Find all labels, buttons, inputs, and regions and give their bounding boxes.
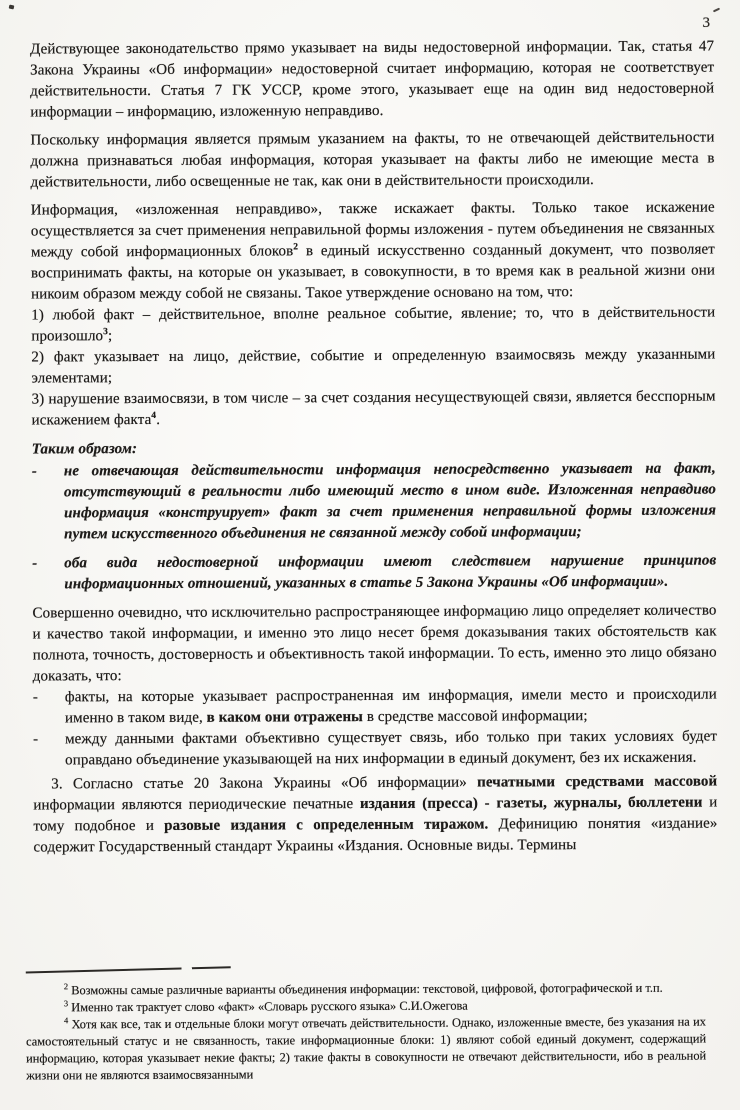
paragraph-5-run-1: 3. Согласно статье 20 Закона Украины «Об информации» bbox=[51, 774, 478, 793]
numbered-list bbox=[31, 303, 716, 432]
paragraph-3-text-cont: в единый искусственно созданный документ, что позволяет воспринимать факты, на которые он указывает, в совокупности, в то время как в реальной жизни они никоим образом между собой не связаны. Такое утверждение основано на том, что: bbox=[30, 241, 716, 303]
paragraph-5-run-3: информации являются периодические печатные bbox=[33, 796, 360, 814]
numbered-item-1 bbox=[31, 303, 715, 348]
proof-bullet-1-text bbox=[65, 685, 717, 730]
paragraph-5-run-5: и тому подобное и bbox=[33, 794, 718, 835]
paragraph-3 bbox=[31, 198, 715, 306]
footnote-ref-3: 3 bbox=[103, 327, 108, 338]
numbered-item-3-tail: . bbox=[156, 411, 161, 428]
paragraph-5-run-6: разовые издания с определенным тиражом. bbox=[164, 816, 489, 834]
scan-mark bbox=[713, 8, 720, 13]
footnote-2-number: 2 bbox=[63, 981, 69, 992]
footnote-3-text: Именно так трактует слово «факт» «Словарь русского языка» С.И.Ожегова bbox=[68, 998, 468, 1015]
proof-bullet-1 bbox=[33, 685, 717, 730]
paragraph-5 bbox=[33, 772, 717, 859]
dash-marker: - bbox=[31, 463, 38, 480]
page-number: 3 bbox=[702, 15, 710, 31]
numbered-item-2-text: 2) факт указывает на лицо, действие, событие и определенную взаимосвязь между указанными элементами; bbox=[31, 346, 716, 387]
document-body bbox=[30, 37, 718, 859]
footnote-4 bbox=[26, 1014, 706, 1085]
proof-bullet-2 bbox=[33, 727, 717, 772]
paragraph-1: Действующее законодательство прямо указывает на виды недостоверной информации. Так, статья 47 Закона Украины «Об информации» недостоверной считает информацию, которая не соответствует действительности. Статья 7 ГК УССР, кроме этого, указывает еще на один вид недостоверной информации – информацию, изложенную неправдиво. bbox=[30, 38, 715, 121]
conclusion-bullet-2-text: оба вида недостоверной информации имеют следствием нарушение принципов информационных отношений, указанных в статье 5 Закона Украины «Об информации». bbox=[64, 552, 717, 593]
conclusion-bullet-2 bbox=[32, 551, 716, 596]
proof-bullet-1-run-2: в каком они отражены bbox=[206, 709, 364, 726]
footnote-4-text: Хотя как все, так и отдельные блоки могут отвечать действительности. Однако, изложенные вместе, без указания на их самостоятельный статус и не связанность, такие информационные блоки: 1) являют собой единый документ, содержащий информацию, которая указывает некие факты; 2) такие факты в совокупности не отвечают действительности, ибо в реальной жизни они не являются взаимосвязанными bbox=[26, 1014, 707, 1083]
footnote-ref-2: 2 bbox=[293, 242, 299, 253]
footnote-ref-4: 4 bbox=[151, 410, 157, 421]
footnote-separator-rule bbox=[26, 966, 231, 973]
conclusion-bullet-1 bbox=[32, 459, 716, 546]
paragraph-3-text: Информация, «изложенная неправдиво», также искажает факты. Только такое искажение осуществляется за счет применения неправильной формы изложения - путем объединения не связанных между собой информационных блоков bbox=[30, 199, 715, 261]
scan-speck bbox=[9, 5, 15, 10]
numbered-item-3-text: 3) нарушение взаимосвязи, в том числе – за счет создания несуществующей связи, является бесспорным искажением факта bbox=[31, 388, 716, 429]
numbered-item-2 bbox=[31, 345, 715, 390]
paragraph-5-run-2: печатными средствами массовой bbox=[477, 773, 718, 791]
footnote-2 bbox=[26, 980, 706, 1000]
proof-bullet-2-text: между данными фактами объективно существует связь, ибо только при таких условиях будет оправдано объединение указывающей на них информации в единый документ, без их искажения. bbox=[65, 728, 718, 769]
conclusion-bullet-1-text: не отвечающая действительности информация непосредственно указывает на факт, отсутствующий в реальности либо имеющий место в ином виде. Изложенная неправдиво информация «конструирует» факт за счет применения неправильной формы изложения путем искусственного объединения не связанной между собой информации; bbox=[63, 460, 717, 543]
footnotes-section bbox=[26, 965, 707, 1085]
conclusion-heading: Таким образом: bbox=[31, 441, 138, 458]
paragraph-2: Поскольку информация является прямым указанием на факты, то не отвечающей действительности должна признаваться любая информация, которая указывает на факты либо не имеющие места в действительности, либо освещенные не так, как они в действительности происходили. bbox=[30, 129, 715, 191]
dash-marker: - bbox=[32, 689, 39, 706]
numbered-item-3 bbox=[32, 387, 716, 432]
footnote-2-text: Возможны самые различные варианты объединения информации: текстовой, цифровой, фотографической и т.п. bbox=[68, 980, 663, 998]
dash-marker: - bbox=[33, 731, 39, 748]
proof-bullet-1-run-3: в средстве массовой информации; bbox=[362, 708, 588, 726]
paragraph-5-run-7: Дефиницию понятия «издание» содержит Государственный стандарт Украины «Издания. Основные виды. Термины bbox=[33, 815, 718, 856]
paragraph-5-run-4: издания (пресса) - газеты, журналы, бюллетени bbox=[359, 794, 703, 813]
dash-marker: - bbox=[32, 555, 38, 572]
footnote-4-number: 4 bbox=[63, 1015, 69, 1026]
proof-bullet-1-run-1: факты, на которые указывает распространенная им информация, имели место и происходили именно в таком виде, bbox=[64, 686, 717, 727]
numbered-item-1-tail: ; bbox=[107, 328, 113, 345]
numbered-item-1-text: 1) любой факт – действительное, вполне реальное событие, явление; то, что в действительности произошло bbox=[31, 304, 716, 345]
footnote-3-number: 3 bbox=[63, 998, 69, 1009]
paragraph-4: Совершенно очевидно, что исключительно распространяющее информацию лицо определяет количество и качество такой информации, и именно это лицо несет бремя доказывания таких обстоятельств как полнота, точность, достоверность и объективность такой информации. То есть, именно это лицо обязано доказать, что: bbox=[32, 602, 717, 685]
